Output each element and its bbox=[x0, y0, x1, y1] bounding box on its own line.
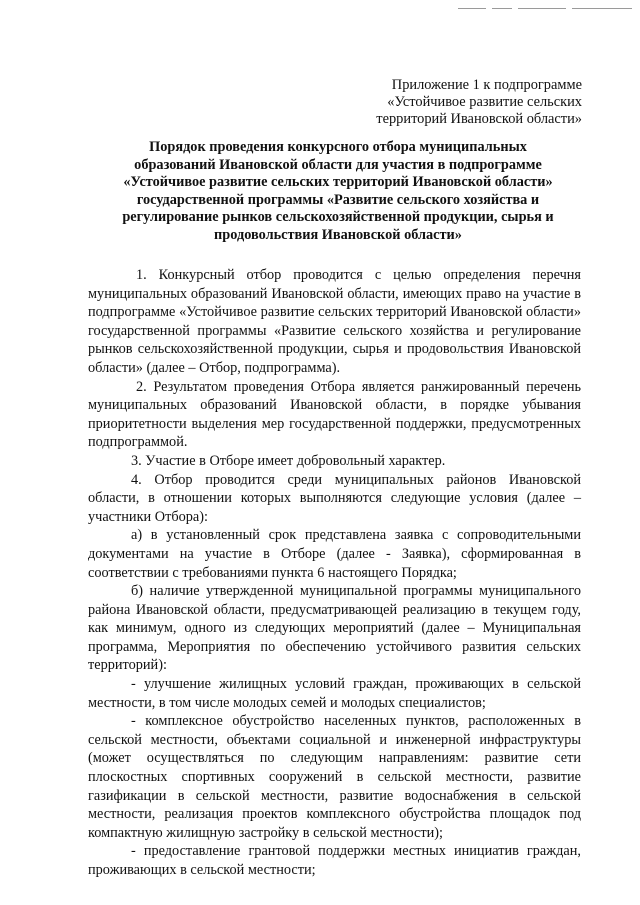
title-line: регулирование рынков сельскохозяйственной продукции, сырья и bbox=[122, 209, 554, 226]
paragraph-4b: б) наличие утвержденной муниципальной программы муниципального района Ивановской области, предусматривающей реализацию в текущем году, как минимум, одного из следующих мероприятий (далее – Муниципальная программа, Мероприятия по обеспечению устойчивого развития сельских территорий): bbox=[88, 583, 581, 674]
paragraph-4: 4. Отбор проводится среди муниципальных районов Ивановской области, в отношении которых выполняются следующие условия (далее – участники Отбора): bbox=[88, 471, 581, 525]
title-line: государственной программы «Развитие сельского хозяйства и bbox=[136, 191, 540, 208]
appendix-note bbox=[376, 77, 582, 128]
appendix-line: Приложение 1 к подпрограмме bbox=[391, 77, 582, 93]
appendix-line: «Устойчивое развитие сельских bbox=[387, 94, 582, 110]
paragraph-3: 3. Участие в Отборе имеет добровольный характер. bbox=[131, 452, 446, 469]
document-title bbox=[80, 139, 596, 245]
paragraph-4a: а) в установленный срок представлена заявка с сопроводительными документами на участие в Отборе (далее - Заявка), сформированная в соответствии с требованиями пункта 6 настоящего Порядка; bbox=[88, 527, 581, 581]
title-line: образований Ивановской области для участия в подпрограмме bbox=[134, 156, 542, 173]
paragraph-1: 1. Конкурсный отбор проводится с целью определения перечня муниципальных образований Ивановской области, имеющих право на участие в подпрограмме «Устойчивое развитие сельских территорий Ивановской области» государственной программы «Развитие сельского хозяйства и регулирование рынков сельскохозяйственной продукции, сырья и продовольствия Ивановской области» (далее – Отбор, подпрограмма). bbox=[88, 267, 581, 376]
title-line: Порядок проведения конкурсного отбора муниципальных bbox=[149, 139, 527, 155]
title-line: «Устойчивое развитие сельских территорий Ивановской области» bbox=[123, 174, 553, 191]
title-line: продовольствия Ивановской области» bbox=[214, 226, 462, 243]
document-body bbox=[88, 266, 581, 880]
paragraph-2: 2. Результатом проведения Отбора является ранжированный перечень муниципальных образований Ивановской области, в порядке убывания приоритетности выделения мер государственной поддержки, предусмотренных подпрограммой. bbox=[88, 378, 581, 451]
appendix-line: территорий Ивановской области» bbox=[376, 111, 582, 127]
bullet-item: - предоставление грантовой поддержки местных инициатив граждан, проживающих в сельской местности; bbox=[88, 843, 581, 878]
bullet-item: - комплексное обустройство населенных пунктов, расположенных в сельской местности, объектами социальной и инженерной инфраструктуры (может осуществляться по следующим направлениям: развитие сети плоскостных спортивных сооружений в сельской местности, развитие газификации в сельской местности, развитие водоснабжения в сельской местности, реализация проектов комплексного обустройства площадок под компактную жилищную застройку в сельской местности); bbox=[88, 713, 581, 841]
bullet-item: - улучшение жилищных условий граждан, проживающих в сельской местности, в том числе молодых семей и молодых специалистов; bbox=[88, 676, 581, 711]
scan-artifact-marks bbox=[458, 8, 633, 12]
